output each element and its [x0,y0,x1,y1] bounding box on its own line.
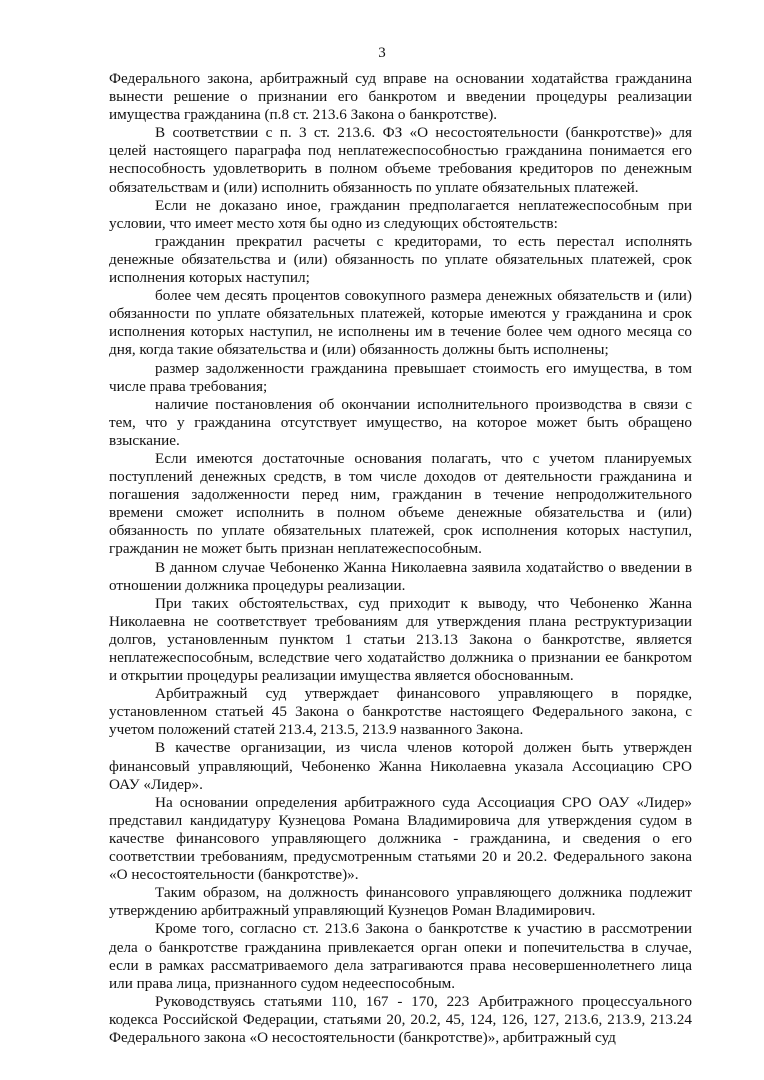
paragraph: гражданин прекратил расчеты с кредиторами, то есть перестал исполнять денежные обязательства и (или) обязанность по уплате обязательных платежей, срок исполнения которых наступил; [109,232,692,287]
paragraph: Таким образом, на должность финансового управляющего должника подлежит утверждению арбитражный управляющий Кузнецов Роман Владимирович. [109,884,692,920]
paragraph: В качестве организации, из числа членов которой должен быть утвержден финансовый управляющий, Чебоненко Жанна Николаевна указала Ассоциацию СРО ОАУ «Лидер». [109,739,692,793]
paragraph: Если не доказано иное, гражданин предполагается неплатежеспособным при условии, что имеет место хотя бы одно из следующих обстоятельств: [109,196,692,232]
paragraph: На основании определения арбитражного суда Ассоциация СРО ОАУ «Лидер» представил кандидатуру Кузнецова Романа Владимировича для утверждения судом в качестве финансового управляющего должника - гражданина, и сведения о его соответствии требованиям, предусмотренным статьями 20 и 20.2. Федерального закона «О несостоятельности (банкротстве)». [109,793,692,884]
paragraph: В данном случае Чебоненко Жанна Николаевна заявила ходатайство о введении в отношении должника процедуры реализации. [109,558,692,594]
page-number: 3 [378,45,386,61]
document-body [109,70,692,1047]
paragraph: Кроме того, согласно ст. 213.6 Закона о банкротстве к участию в рассмотрении дела о банкротстве гражданина привлекается орган опеки и попечительства в случае, если в рамках рассматриваемого дела затрагиваются права несовершеннолетнего лица или права лица, признанного судом недееспособным. [109,920,692,992]
paragraph: Руководствуясь статьями 110, 167 - 170, 223 Арбитражного процессуального кодекса Российской Федерации, статьями 20, 20.2, 45, 124, 126, 127, 213.6, 213.9, 213.24 Федерального закона «О несостоятельности (банкротстве)», арбитражный суд [109,992,692,1046]
paragraph: наличие постановления об окончании исполнительного производства в связи с тем, что у гражданина отсутствует имущество, на которое может быть обращено взыскание. [109,395,692,449]
paragraph: более чем десять процентов совокупного размера денежных обязательств и (или) обязанности по уплате обязательных платежей, которые имеются у гражданина и срок исполнения которых наступил, не исполнены им в течение более чем одного месяца со дня, когда такие обязательства и (или) обязанность должны быть исполнены; [109,287,692,359]
paragraph: Федерального закона, арбитражный суд вправе на основании ходатайства гражданина вынести решение о признании его банкротом и введении процедуры реализации имущества гражданина (п.8 ст. 213.6 Закона о банкротстве). [109,70,692,124]
paragraph: Если имеются достаточные основания полагать, что с учетом планируемых поступлений денежных средств, в том числе доходов от деятельности гражданина и погашения задолженности перед ним, гражданин в течение непродолжительного времени сможет исполнить в полном объеме денежные обязательства и (или) обязанность по уплате обязательных платежей, срок исполнения которых наступил, гражданин не может быть признан неплатежеспособным. [109,449,692,558]
paragraph: Арбитражный суд утверждает финансового управляющего в порядке, установленном статьей 45 Закона о банкротстве настоящего Федерального закона, с учетом положений статей 213.4, 213.5, 213.9 названного Закона. [109,685,692,739]
paragraph: При таких обстоятельствах, суд приходит к выводу, что Чебоненко Жанна Николаевна не соответствует требованиям для утверждения плана реструктуризации долгов, установленным пунктом 1 статьи 213.13 Закона о банкротстве, является неплатежеспособным, вследствие чего ходатайство должника о признании ее банкротом и открытии процедуры реализации имущества является обоснованным. [109,594,692,685]
paragraph: размер задолженности гражданина превышает стоимость его имущества, в том числе права требования; [109,359,692,395]
paragraph: В соответствии с п. 3 ст. 213.6. ФЗ «О несостоятельности (банкротстве)» для целей настоящего параграфа под неплатежеспособностью гражданина понимается его неспособность удовлетворить в полном объеме требования кредиторов по денежным обязательствам и (или) исполнить обязанность по уплате обязательных платежей. [109,124,692,196]
